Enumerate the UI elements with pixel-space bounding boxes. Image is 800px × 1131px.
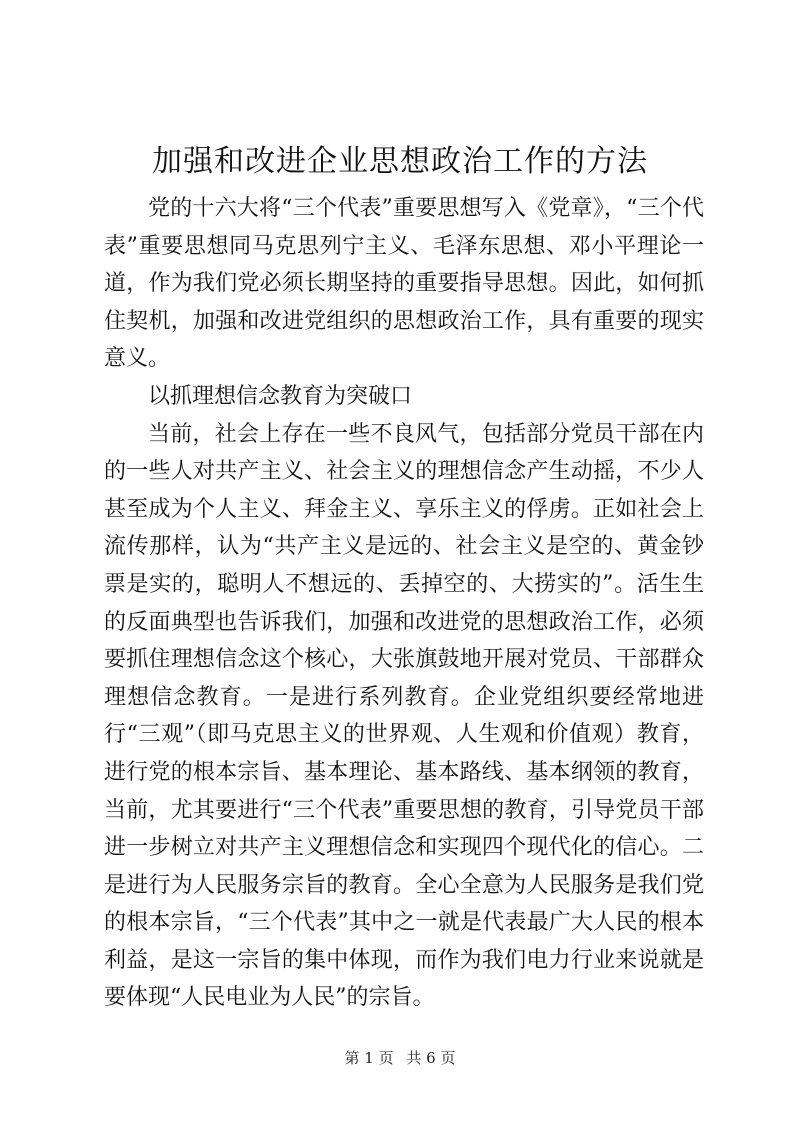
section-heading: 以抓理想信念教育为突破口 bbox=[148, 383, 413, 409]
page-total: 共 6 页 bbox=[406, 1049, 456, 1067]
page-number: 第 1 页 bbox=[344, 1049, 394, 1067]
intro-paragraph: 党的十六大将“三个代表”重要思想写入《党章》，“三个代表”重要思想同马克思列宁主义、毛泽东思想、邓小平理论一道，作为我们党必须长期坚持的重要指导思想。因此，如何抓住契机，加强和改进党组织的思想政治工作，具有重要的现实意义。 bbox=[104, 196, 704, 372]
document-title: 加强和改进企业思想政治工作的方法 bbox=[152, 144, 648, 179]
document-body bbox=[104, 190, 704, 1017]
page-footer bbox=[0, 1048, 800, 1068]
section-paragraph: 当前，社会上存在一些不良风气，包括部分党员干部在内的一些人对共产主义、社会主义的理想信念产生动摇，不少人甚至成为个人主义、拜金主义、享乐主义的俘虏。正如社会上流传那样，认为“共产主义是远的、社会主义是空的、黄金钞票是实的，聪明人不想远的、丢掉空的、大捞实的”。活生生的反面典型也告诉我们，加强和改进党的思想政治工作，必须要抓住理想信念这个核心，大张旗鼓地开展对党员、干部群众理想信念教育。一是进行系列教育。企业党组织要经常地进行“三观”（即马克思主义的世界观、人生观和价值观）教育，进行党的根本宗旨、基本理论、基本路线、基本纲领的教育，当前，尤其要进行“三个代表”重要思想的教育，引导党员干部进一步树立对共产主义理想信念和实现四个现代化的信心。二是进行为人民服务宗旨的教育。全心全意为人民服务是我们党的根本宗旨，“三个代表”其中之一就是代表最广大人民的根本利益，是这一宗旨的集中体现，而作为我们电力行业来说就是要体现“人民电业为人民”的宗旨。 bbox=[104, 421, 704, 1011]
